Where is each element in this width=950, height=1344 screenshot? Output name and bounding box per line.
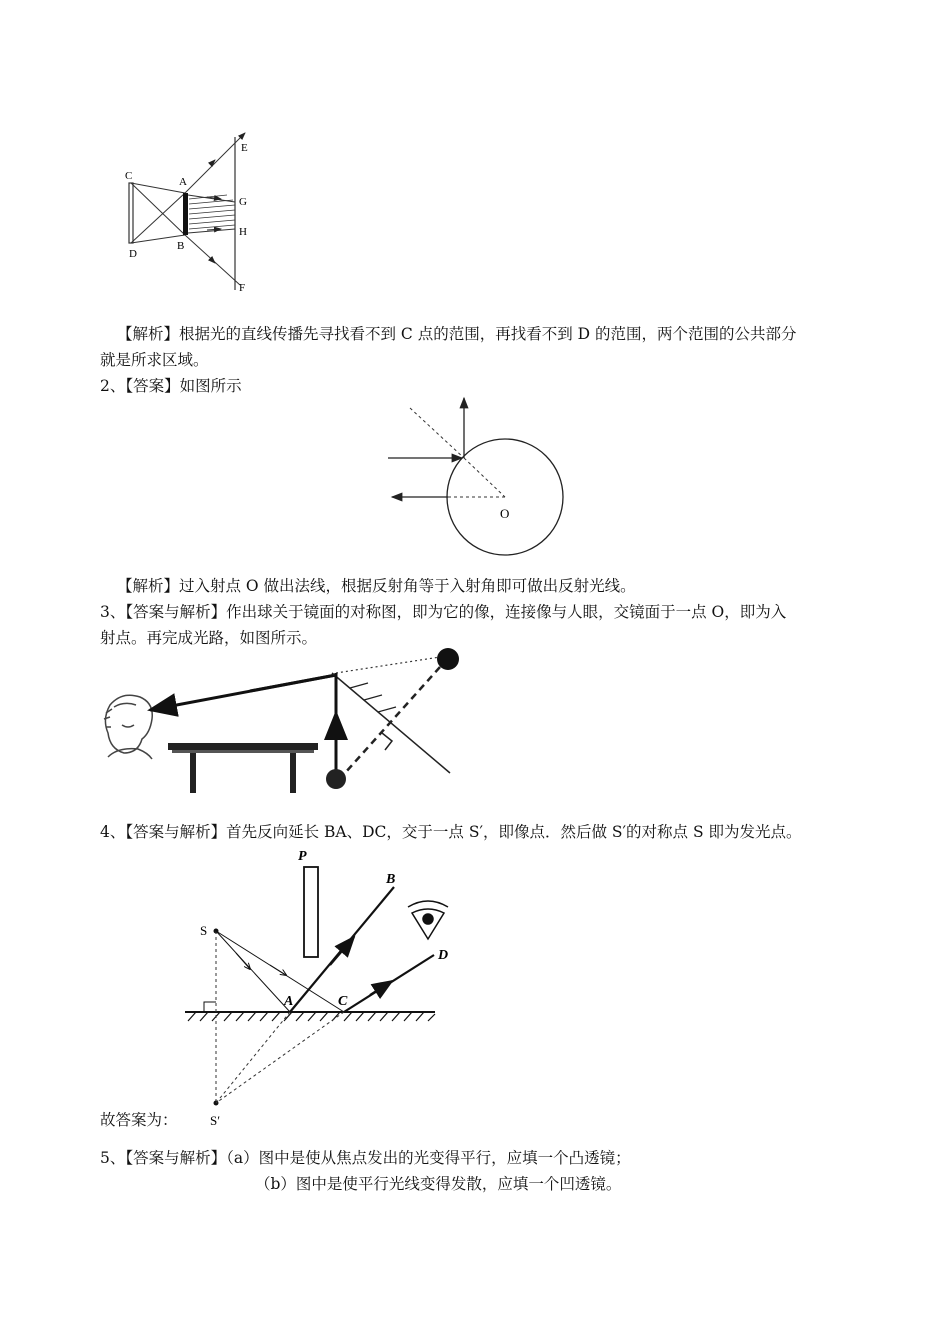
label-p: P [298, 849, 307, 864]
item5-line2: （b）图中是使平行光线变得发散，应填一个凹透镜。 [255, 1175, 622, 1193]
item1-analysis-line2: 就是所求区域。 [100, 351, 209, 369]
label-c4: C [338, 994, 348, 1009]
label-o: O [500, 506, 510, 521]
image-point-figure [180, 845, 460, 1135]
item1-analysis-line1: 【解析】根据光的直线传播先寻找看不到 C 点的范围，再找看不到 D 的范围，两个范围的公共部分 [117, 325, 797, 343]
item3-line1: 3、【答案与解析】作出球关于镜面的对称图，即为它的像，连接像与人眼，交镜面于一点 O，即为入 [100, 603, 787, 621]
label-a: A [179, 176, 187, 188]
label-b: B [177, 240, 185, 252]
label-e: E [241, 142, 248, 154]
label-a4: A [284, 994, 294, 1009]
label-c: C [125, 170, 133, 182]
item5-line1: 5、【答案与解析】（a）图中是使从焦点发出的光变得平行，应填一个凸透镜； [100, 1149, 631, 1167]
shadow-region-figure [115, 125, 265, 305]
eye-icon [408, 901, 448, 939]
label-f: F [239, 282, 246, 294]
label-h: H [239, 226, 247, 238]
item4-line1: 4、【答案与解析】首先反向延长 BA、DC，交于一点 S′，即像点．然后做 S′的对称点 S 即为发光点。 [100, 823, 802, 841]
item2-heading: 2、【答案】如图所示 [100, 377, 242, 395]
label-g: G [239, 196, 247, 208]
label-b4: B [386, 872, 396, 887]
label-s: S [200, 923, 208, 938]
label-d4: D [438, 948, 449, 963]
item3-line2: 射点。再完成光路，如图所示。 [100, 629, 318, 647]
mirror-ball-figure [100, 645, 480, 800]
person-figure [104, 695, 152, 759]
table-figure [168, 743, 318, 793]
sphere-reflection-figure [380, 390, 580, 570]
label-d: D [129, 248, 137, 260]
item2-analysis: 【解析】过入射点 O 做出法线，根据反射角等于入射角即可做出反射光线。 [117, 577, 636, 595]
item4-answer-prefix: 故答案为： [100, 1111, 178, 1129]
label-s-prime: S′ [210, 1113, 221, 1128]
